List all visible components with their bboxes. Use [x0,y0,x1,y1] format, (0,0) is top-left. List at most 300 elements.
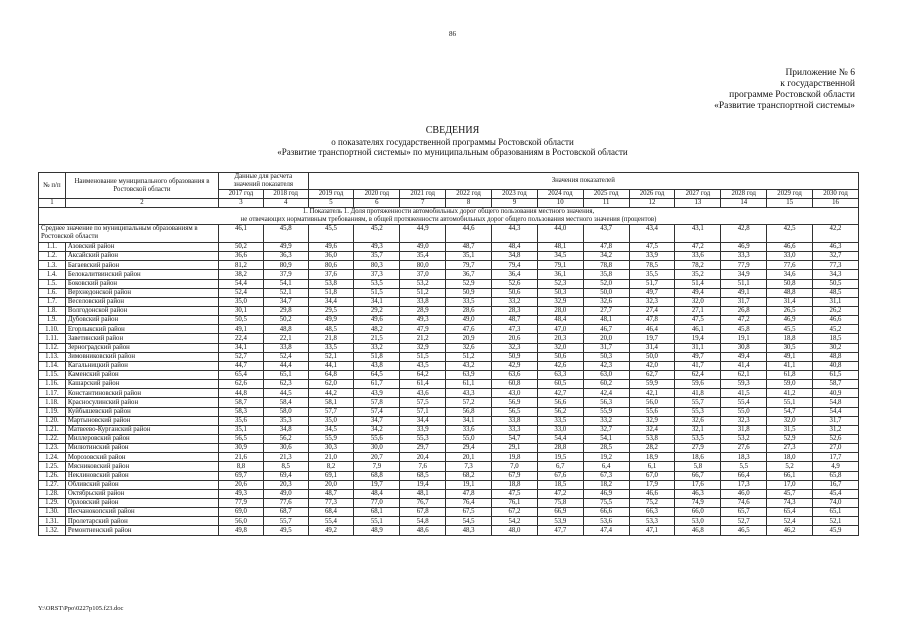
table-cell: 46,1 [675,325,721,334]
year-header: 2018 год [263,190,308,199]
table-cell: 31,2 [813,425,859,434]
table-cell: 46,4 [629,325,675,334]
year-header: 2017 год [219,190,264,199]
table-cell: 20,9 [446,334,492,343]
table-cell: 55,9 [583,407,629,416]
table-cell: 79,7 [446,261,492,270]
table-cell: 42,7 [537,389,583,398]
district-name: Кагальницкий район [65,361,218,370]
table-cell: 36,7 [446,270,492,279]
table-cell: 50,5 [813,279,859,288]
table-cell: 74,9 [675,498,721,507]
table-cell: 56,5 [219,434,264,443]
table-cell: 30,1 [219,306,264,315]
table-cell: 67,5 [446,508,492,517]
column-index: 12 [629,199,675,208]
table-cell: 20,0 [308,480,354,489]
table-cell: 67,0 [629,471,675,480]
table-cell: 20,3 [263,480,308,489]
table-cell: 63,3 [537,370,583,379]
average-row [39,225,859,243]
table-cell: 59,6 [675,380,721,389]
table-cell: 52,1 [813,517,859,526]
table-cell: 54,7 [492,434,538,443]
table-cell: 48,3 [446,526,492,535]
table-cell: 30,0 [354,444,400,453]
table-cell: 68,8 [354,471,400,480]
table-cell: 34,2 [583,252,629,261]
district-name: Ремонтненский район [65,526,218,535]
table-cell: 53,2 [400,279,446,288]
table-cell: 33,6 [446,425,492,434]
table-cell: 49,7 [629,288,675,297]
table-cell: 44,7 [219,361,264,370]
table-cell: 69,4 [263,471,308,480]
table-cell: 34,1 [446,416,492,425]
table-cell: 29,4 [446,444,492,453]
table-cell: 34,8 [263,425,308,434]
table-cell: 42,9 [492,361,538,370]
table-cell: 52,7 [721,517,767,526]
table-cell: 62,1 [721,370,767,379]
table-cell: 58,3 [219,407,264,416]
table-cell: 18,3 [721,453,767,462]
table-row [39,279,859,288]
district-name: Октябрьский район [65,489,218,498]
table-cell: 49,3 [354,243,400,252]
table-cell: 50,9 [446,288,492,297]
table-cell: 46,5 [721,526,767,535]
row-number: 1.31. [39,517,66,526]
row-number: 1.32. [39,526,66,535]
table-cell: 49,7 [675,352,721,361]
table-cell: 18,5 [813,334,859,343]
table-cell: 67,8 [400,508,446,517]
table-cell: 55,9 [308,434,354,443]
table-cell: 20,6 [492,334,538,343]
table-cell: 46,2 [767,526,813,535]
table-cell: 32,6 [446,343,492,352]
column-index: 1 [39,199,66,208]
district-name: Веселовский район [65,297,218,306]
district-name: Обливский район [65,480,218,489]
table-row [39,288,859,297]
table-cell: 74,0 [813,498,859,507]
table-cell: 60,2 [583,380,629,389]
row-number: 1.21. [39,425,66,434]
table-row [39,489,859,498]
column-index: 9 [492,199,538,208]
table-cell: 21,2 [400,334,446,343]
table-cell: 33,2 [492,297,538,306]
table-cell: 32,6 [675,416,721,425]
table-cell: 49,6 [308,243,354,252]
table-cell: 76,7 [400,498,446,507]
table-cell: 44,0 [537,225,583,243]
table-cell: 31,7 [583,343,629,352]
table-cell: 47,2 [721,316,767,325]
table-cell: 61,4 [400,380,446,389]
row-number: 1.14. [39,361,66,370]
table-cell: 53,6 [583,517,629,526]
table-row [39,361,859,370]
table-row [39,526,859,535]
column-index: 11 [583,199,629,208]
table-cell: 55,7 [675,398,721,407]
column-index: 13 [675,199,721,208]
table-cell: 34,7 [263,297,308,306]
table-cell: 53,8 [629,434,675,443]
table-cell: 51,4 [675,279,721,288]
district-name: Зерноградский район [65,343,218,352]
section-line: 1. Показатель 1. Доля протяженности автомобильных дорог общего пользования местного значения, [302,208,595,215]
file-path-footer: Y:\ORST\Ppo\0227p105.f23.doc [38,605,124,612]
year-header: 2027 год [675,190,721,199]
table-cell: 56,2 [263,434,308,443]
table-row [39,434,859,443]
column-index: 3 [219,199,264,208]
table-cell: 44,8 [219,389,264,398]
table-cell: 29,2 [354,306,400,315]
table-row [39,325,859,334]
table-cell: 19,2 [583,453,629,462]
table-cell: 44,1 [308,361,354,370]
table-row [39,453,859,462]
table-cell: 49,9 [263,243,308,252]
table-cell: 74,3 [767,498,813,507]
table-cell: 44,3 [492,225,538,243]
table-cell: 48,8 [263,325,308,334]
table-cell: 22,4 [219,334,264,343]
district-name: Песчанокопский район [65,508,218,517]
table-cell: 64,2 [400,370,446,379]
table-cell: 65,8 [813,471,859,480]
table-cell: 46,6 [629,489,675,498]
district-name: Матвеево-Курганский район [65,425,218,434]
district-name: Волгодонской район [65,306,218,315]
appendix-line: Приложение № 6 [785,68,855,78]
table-cell: 34,1 [354,297,400,306]
table-cell: 49,0 [446,316,492,325]
table-row [39,343,859,352]
table-cell: 46,6 [813,316,859,325]
table-cell: 68,5 [400,471,446,480]
district-name: Каменский район [65,370,218,379]
table-cell: 54,1 [583,434,629,443]
table-cell: 26,8 [721,306,767,315]
table-cell: 51,8 [354,352,400,361]
table-cell: 47,7 [537,526,583,535]
table-cell: 52,6 [813,434,859,443]
table-cell: 36,3 [263,252,308,261]
table-cell: 65,1 [813,508,859,517]
table-cell: 54,8 [813,398,859,407]
table-cell: 59,0 [767,380,813,389]
table-cell: 47,8 [629,316,675,325]
header-calc: Данные для расчета значений показателя [219,173,308,190]
table-cell: 32,0 [537,343,583,352]
table-cell: 29,7 [400,444,446,453]
table-cell: 62,3 [263,380,308,389]
table-cell: 33,5 [308,343,354,352]
table-cell: 66,1 [767,471,813,480]
average-name: Среднее значение по муниципальным образованиям в Ростовской области [39,225,219,243]
district-name: Мясниковский район [65,462,218,471]
table-cell: 43,1 [675,225,721,243]
table-cell: 32,0 [767,416,813,425]
table-cell: 62,4 [675,370,721,379]
table-cell: 48,7 [308,489,354,498]
table-cell: 53,9 [537,517,583,526]
table-row [39,334,859,343]
district-name: Азовский район [65,243,218,252]
row-number: 1.19. [39,407,66,416]
table-cell: 30,9 [219,444,264,453]
table-cell: 47,2 [537,489,583,498]
table-cell: 35,2 [675,270,721,279]
table-cell: 46,3 [675,489,721,498]
table-row [39,517,859,526]
table-cell: 64,8 [308,370,354,379]
header-no: № п/п [39,173,66,199]
district-name: Белокалитвинский район [65,270,218,279]
table-cell: 30,8 [721,343,767,352]
table-cell: 17,6 [675,480,721,489]
table-cell: 18,8 [492,480,538,489]
table-cell: 44,2 [308,389,354,398]
table-cell: 17,3 [721,480,767,489]
table-cell: 48,5 [813,288,859,297]
table-cell: 19,7 [354,480,400,489]
table-cell: 68,4 [308,508,354,517]
table-cell: 58,7 [219,398,264,407]
table-cell: 48,2 [354,325,400,334]
table-cell: 43,3 [446,389,492,398]
section-title [39,208,859,225]
column-index: 4 [263,199,308,208]
table-cell: 38,2 [219,270,264,279]
table-cell: 43,4 [629,225,675,243]
table-cell: 18,2 [583,480,629,489]
column-index: 5 [308,199,354,208]
district-name: Верхнедонской район [65,288,218,297]
column-index-row [39,199,859,208]
table-cell: 6,7 [537,462,583,471]
appendix-line: программе Ростовской области [729,90,855,100]
table-cell: 44,6 [446,225,492,243]
table-cell: 33,8 [263,343,308,352]
table-row [39,498,859,507]
table-cell: 65,7 [721,508,767,517]
table-cell: 62,7 [629,370,675,379]
table-cell: 67,6 [537,471,583,480]
table-cell: 34,4 [400,416,446,425]
district-name: Заветинский район [65,334,218,343]
table-cell: 75,8 [537,498,583,507]
table-cell: 31,4 [629,343,675,352]
table-cell: 53,5 [675,434,721,443]
district-name: Егорлыкский район [65,325,218,334]
table-cell: 45,5 [308,225,354,243]
table-cell: 47,3 [492,325,538,334]
table-cell: 75,2 [629,498,675,507]
table-cell: 35,8 [583,270,629,279]
table-cell: 52,1 [263,288,308,297]
table-cell: 41,4 [721,361,767,370]
table-cell: 54,7 [767,407,813,416]
table-cell: 46,6 [767,243,813,252]
table-cell: 67,2 [492,508,538,517]
row-number: 1.26. [39,471,66,480]
table-cell: 52,0 [583,279,629,288]
table-cell: 66,0 [675,508,721,517]
table-cell: 28,3 [492,306,538,315]
year-header: 2025 год [583,190,629,199]
table-cell: 52,4 [767,517,813,526]
table-cell: 45,2 [813,325,859,334]
table-cell: 68,1 [354,508,400,517]
table-cell: 60,8 [492,380,538,389]
table-row [39,425,859,434]
table-cell: 33,2 [583,416,629,425]
table-cell: 51,1 [721,279,767,288]
year-header: 2024 год [537,190,583,199]
table-cell: 20,0 [583,334,629,343]
table-cell: 49,1 [767,352,813,361]
row-number: 1.13. [39,352,66,361]
section-row [39,208,859,225]
table-cell: 67,3 [583,471,629,480]
table-cell: 52,7 [219,352,264,361]
table-cell: 47,8 [446,489,492,498]
table-cell: 56,2 [537,407,583,416]
table-cell: 56,9 [492,398,538,407]
table-cell: 53,0 [675,517,721,526]
table-cell: 46,9 [767,316,813,325]
table-cell: 35,0 [308,416,354,425]
table-cell: 36,1 [537,270,583,279]
appendix-line: «Развитие транспортной системы» [714,101,855,111]
table-cell: 33,0 [767,252,813,261]
title-heading: СВЕДЕНИЯ [425,125,480,136]
table-cell: 77,3 [813,261,859,270]
appendix-line: к государственной [780,79,855,89]
table-cell: 32,3 [629,297,675,306]
table-cell: 48,5 [308,325,354,334]
table-cell: 32,7 [813,252,859,261]
table-cell: 48,8 [813,352,859,361]
table-cell: 19,4 [400,480,446,489]
column-index: 14 [721,199,767,208]
table-cell: 55,0 [446,434,492,443]
table-cell: 57,7 [308,407,354,416]
table-cell: 34,5 [537,252,583,261]
row-number: 1.24. [39,453,66,462]
table-cell: 45,4 [813,489,859,498]
table-cell: 22,1 [263,334,308,343]
row-number: 1.4. [39,270,66,279]
section-line: не отвечающих нормативным требованиям, в общей протяженности автомобильных дорог общего пользования местного значения (процентов) [240,216,657,223]
table-cell: 18,9 [629,453,675,462]
table-cell: 80,6 [308,261,354,270]
table-cell: 34,6 [767,270,813,279]
table-cell: 48,1 [583,316,629,325]
table-row [39,316,859,325]
table-cell: 41,1 [767,361,813,370]
row-number: 1.2. [39,252,66,261]
table-cell: 56,3 [583,398,629,407]
table-cell: 43,0 [492,389,538,398]
table-cell: 50,3 [537,288,583,297]
table-cell: 77,9 [219,498,264,507]
table-cell: 18,5 [537,480,583,489]
table-cell: 45,9 [813,526,859,535]
table-cell: 55,4 [721,398,767,407]
table-cell: 53,2 [721,434,767,443]
table-cell: 66,4 [721,471,767,480]
table-cell: 30,2 [813,343,859,352]
table-cell: 33,5 [537,416,583,425]
table-cell: 27,6 [721,444,767,453]
table-cell: 44,5 [263,389,308,398]
table-cell: 32,1 [675,425,721,434]
table-cell: 61,5 [813,370,859,379]
page-number: 86 [449,30,456,38]
table-cell: 42,1 [629,389,675,398]
table-cell: 50,9 [492,352,538,361]
table-cell: 46,9 [583,489,629,498]
table-row [39,297,859,306]
table-cell: 49,5 [263,526,308,535]
row-number: 1.8. [39,306,66,315]
table-cell: 8,5 [263,462,308,471]
row-number: 1.18. [39,398,66,407]
table-cell: 65,1 [263,370,308,379]
table-cell: 34,9 [721,270,767,279]
row-number: 1.3. [39,261,66,270]
table-cell: 78,8 [583,261,629,270]
table-cell: 43,9 [354,389,400,398]
table-cell: 41,2 [767,389,813,398]
table-cell: 52,1 [308,352,354,361]
table-cell: 42,3 [583,361,629,370]
row-number: 1.6. [39,288,66,297]
district-name: Аксайский район [65,252,218,261]
table-cell: 49,3 [219,489,264,498]
district-name: Орловский район [65,498,218,507]
table-row [39,480,859,489]
table-cell: 48,4 [492,243,538,252]
table-cell: 6,4 [583,462,629,471]
table-cell: 77,3 [308,498,354,507]
table-cell: 46,1 [219,225,264,243]
table-cell: 50,3 [583,352,629,361]
table-cell: 49,3 [400,316,446,325]
table-cell: 80,0 [400,261,446,270]
table-cell: 33,3 [492,425,538,434]
table-cell: 51,5 [354,288,400,297]
table-cell: 33,0 [537,425,583,434]
table-cell: 66,3 [629,508,675,517]
table-cell: 54,4 [537,434,583,443]
table-row [39,444,859,453]
table-cell: 54,8 [400,517,446,526]
table-cell: 52,9 [446,279,492,288]
table-cell: 65,4 [767,508,813,517]
row-number: 1.1. [39,243,66,252]
table-cell: 62,6 [219,380,264,389]
table-cell: 18,6 [675,453,721,462]
